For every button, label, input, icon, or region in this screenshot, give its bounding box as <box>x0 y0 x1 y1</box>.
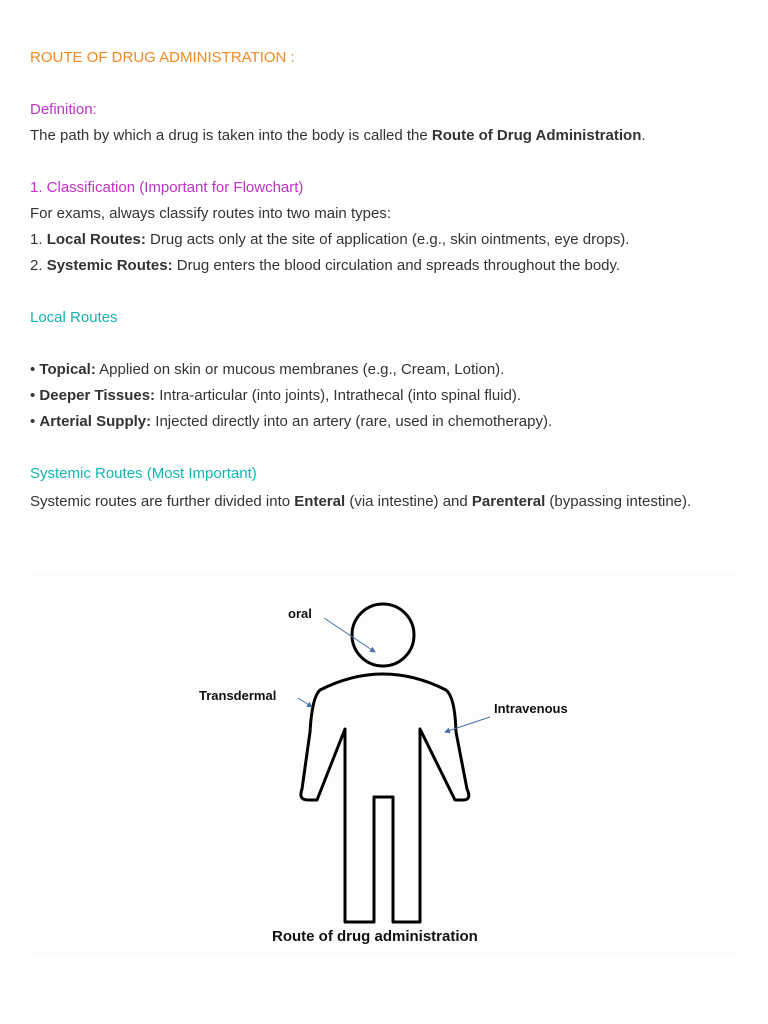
text-part: Systemic routes are further divided into <box>30 493 295 510</box>
label-transdermal: Transdermal <box>199 688 277 703</box>
transdermal-arrow <box>298 698 312 707</box>
document-title: ROUTE OF DRUG ADMINISTRATION : <box>30 49 295 66</box>
item-text: Drug acts only at the site of application (e.g., skin ointments, eye drops). <box>145 231 630 248</box>
systemic-routes-heading: Systemic Routes (Most Important) <box>30 465 257 482</box>
bullet: • <box>30 413 40 430</box>
item-bold: Arterial Supply: <box>39 413 152 430</box>
figure-caption: Route of drug administration <box>272 928 478 945</box>
definition-text-part: The path by which a drug is taken into the body is called the <box>30 127 432 144</box>
item-number: 2. <box>30 257 47 274</box>
text-part: (bypassing intestine). <box>545 493 692 510</box>
body-outline <box>301 674 469 922</box>
item-bold: Deeper Tissues: <box>39 387 156 404</box>
bullet: • <box>30 361 40 378</box>
parenteral-bold: Parenteral <box>471 493 546 510</box>
classification-item-2 <box>30 256 620 276</box>
label-oral: oral <box>288 606 312 621</box>
item-bold: Systemic Routes: <box>46 257 173 274</box>
oral-arrow <box>324 618 375 652</box>
classification-item-1 <box>30 230 629 250</box>
item-text: Intra-articular (into joints), Intrathecal (into spinal fluid). <box>155 387 522 404</box>
item-bold: Topical: <box>39 361 96 378</box>
label-intravenous: Intravenous <box>494 701 568 716</box>
item-number: 1. <box>30 231 47 248</box>
local-route-item-1 <box>30 360 504 380</box>
enteral-bold: Enteral <box>294 493 346 510</box>
item-bold: Local Routes: <box>46 231 146 248</box>
local-route-item-3 <box>30 412 552 432</box>
definition-bold: Route of Drug Administration <box>431 127 642 144</box>
intravenous-arrow <box>445 717 490 732</box>
local-routes-heading: Local Routes <box>30 309 118 326</box>
classification-intro: For exams, always classify routes into two main types: <box>30 205 391 222</box>
item-text: Injected directly into an artery (rare, used in chemotherapy). <box>151 413 553 430</box>
head-outline <box>352 604 414 666</box>
item-text: Applied on skin or mucous membranes (e.g., Cream, Lotion). <box>95 361 505 378</box>
definition-text-end: . <box>641 127 646 144</box>
body-outline-drawing <box>30 572 738 956</box>
local-route-item-2 <box>30 386 521 406</box>
human-figure-diagram <box>30 572 738 956</box>
definition-heading: Definition: <box>30 101 97 118</box>
definition-text <box>30 126 646 146</box>
item-text: Drug enters the blood circulation and spreads throughout the body. <box>172 257 621 274</box>
systemic-routes-text <box>30 489 720 515</box>
text-part: (via intestine) and <box>345 493 472 510</box>
classification-heading: 1. Classification (Important for Flowchart) <box>30 179 304 196</box>
bullet: • <box>30 387 40 404</box>
